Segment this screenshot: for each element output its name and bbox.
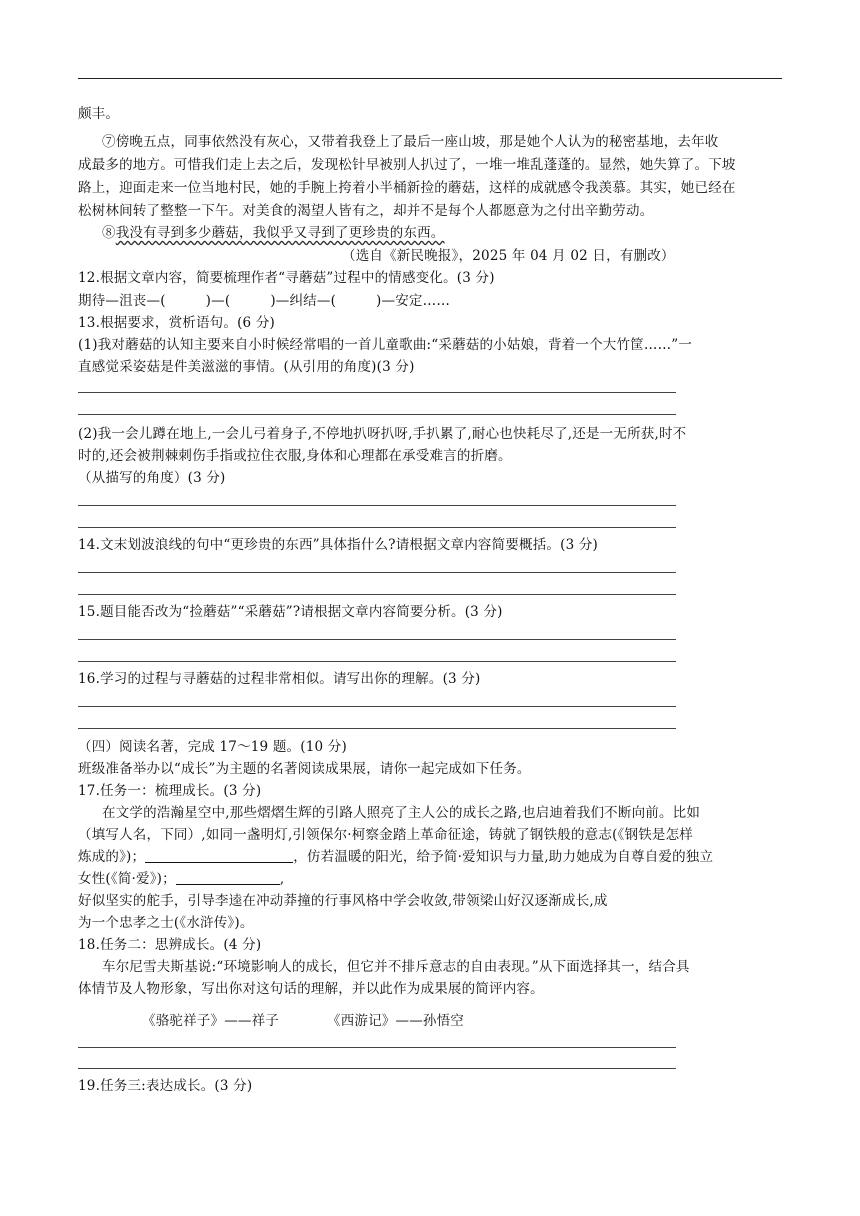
answer-line[interactable] — [78, 639, 676, 640]
question-19: 19.任务三:表达成长。(3 分) — [78, 1078, 253, 1094]
question-18-text: 车尔尼雪夫斯基说:“环境影响人的成长，但它并不排斥意志的自由表现。”从下面选择其一，结合具 — [102, 959, 690, 975]
question-18: 18.任务二：思辨成长。(4 分) — [78, 937, 262, 953]
paragraph-number: ⑧ — [102, 225, 116, 241]
question-17-text: （填写人名，下同）,如同一盏明灯,引领保尔·柯察金踏上革命征途，铸就了钢铁般的意志(《钢铁是怎样 — [78, 827, 693, 843]
option-camel-xiangzi: 《骆驼祥子》——祥子 — [142, 1013, 279, 1029]
question-15: 15.题目能否改为“捡蘑菇”“采蘑菇”?请根据文章内容简要分析。(3 分) — [78, 604, 503, 620]
question-14: 14.文末划波浪线的句中“更珍贵的东西”具体指什么?请根据文章内容简要概括。(3 分) — [78, 537, 599, 553]
sequence-text: 期待—沮丧—( — [78, 293, 166, 309]
paragraph-7: 路上，迎面走来一位当地村民，她的手腕上挎着小半桶新捡的蘑菇，这样的成就感令我羡慕。其实，她已经在 — [78, 180, 736, 196]
name-blank[interactable] — [176, 870, 280, 885]
question-text: 女性(《简·爱》)； — [78, 871, 176, 887]
question-13-part-2: (2)我一会儿蹲在地上,一会儿弓着身子,不停地扒呀扒呀,手扒累了,耐心也快耗尽了,还是一无所获,时不 — [78, 426, 687, 442]
passage-text: 颇丰。 — [78, 106, 120, 122]
question-17-text — [78, 847, 782, 867]
header-rule — [78, 78, 782, 79]
question-13-part-1: 直感觉采姿菇是件美滋滋的事情。(从引用的角度)(3 分) — [78, 359, 415, 375]
question-text: 炼成的》)； — [78, 849, 146, 865]
answer-line[interactable] — [78, 706, 676, 707]
question-text: ，仿若温暖的阳光，给予简·爱知识与力量,助力她成为自尊自爱的独立 — [293, 849, 714, 865]
paragraph-8 — [78, 223, 782, 243]
question-18-options — [78, 1011, 782, 1031]
question-17: 17.任务一：梳理成长。(3 分) — [78, 783, 262, 799]
answer-line[interactable] — [78, 594, 676, 595]
source-citation: （选自《新民晚报》，2025 年 04 月 02 日，有删改） — [342, 248, 675, 264]
sequence-text: )—纠结—( — [270, 293, 337, 309]
answer-line[interactable] — [78, 661, 676, 662]
answer-line[interactable] — [78, 1068, 676, 1069]
paragraph-7: 成最多的地方。可惜我们走上去之后，发现松针早被别人扒过了，一堆一堆乱蓬蓬的。显然，她失算了。下坡 — [78, 157, 736, 173]
question-13: 13.根据要求，赏析语句。(6 分) — [78, 315, 275, 331]
answer-line[interactable] — [78, 527, 676, 528]
question-17-text: 为一个忠孝之士(《水浒传》)。 — [78, 915, 254, 931]
section-heading: （四）阅读名著，完成 17～19 题。(10 分) — [78, 739, 347, 755]
question-17-text — [78, 869, 782, 889]
question-18-text: 体情节及人物形象，写出你对这句话的理解，并以此作为成果展的简评内容。 — [78, 981, 544, 997]
name-blank[interactable] — [145, 848, 293, 863]
sequence-text: )—安定…… — [376, 293, 451, 309]
answer-line[interactable] — [78, 1047, 676, 1048]
paragraph-7: 松树林间转了整整一下午。对美食的渴望人皆有之，却并不是每个人都愿意为之付出辛勤劳动。 — [78, 203, 654, 219]
answer-line[interactable] — [78, 505, 676, 506]
sequence-text: )—( — [205, 293, 231, 309]
question-13-part-1: (1)我对蘑菇的认知主要来自小时候经常唱的一首儿童歌曲:“采蘑菇的小姑娘，背着一个大竹筐……”一 — [78, 337, 693, 353]
question-12-sequence — [78, 291, 782, 311]
question-13-part-2: （从描写的角度）(3 分) — [78, 470, 226, 486]
question-13-part-2: 时的,还会被荆棘刺伤手指或拉住衣服,身体和心理都在承受难言的折磨。 — [78, 448, 512, 464]
option-journey-west: 《西游记》——孙悟空 — [327, 1013, 464, 1029]
answer-line[interactable] — [78, 728, 676, 729]
paragraph-7: ⑦傍晚五点，同事依然没有灰心，又带着我登上了最后一座山坡，那是她个人认为的秘密基地，去年收 — [102, 134, 719, 150]
question-16: 16.学习的过程与寻蘑菇的过程非常相似。请写出你的理解。(3 分) — [78, 671, 481, 687]
answer-line[interactable] — [78, 572, 676, 573]
question-17-text: 好似坚实的舵手，引导李逵在冲动莽撞的行事风格中学会收敛,带领梁山好汉逐渐成长,成 — [78, 893, 608, 909]
section-intro: 班级准备举办以“成长”为主题的名著阅读成果展，请你一起完成如下任务。 — [78, 761, 531, 777]
wavy-underlined-sentence: 我没有寻到多少蘑菇，我似乎又寻到了更珍贵的东西。 — [115, 225, 445, 241]
question-12: 12.根据文章内容，简要梳理作者“寻蘑菇”过程中的情感变化。(3 分) — [78, 270, 495, 286]
answer-line[interactable] — [78, 392, 676, 393]
question-17-text: 在文学的浩瀚星空中,那些熠熠生辉的引路人照亮了主人公的成长之路,也启迪着我们不断向前。比如 — [102, 805, 701, 821]
answer-line[interactable] — [78, 414, 676, 415]
question-text: , — [279, 871, 285, 887]
